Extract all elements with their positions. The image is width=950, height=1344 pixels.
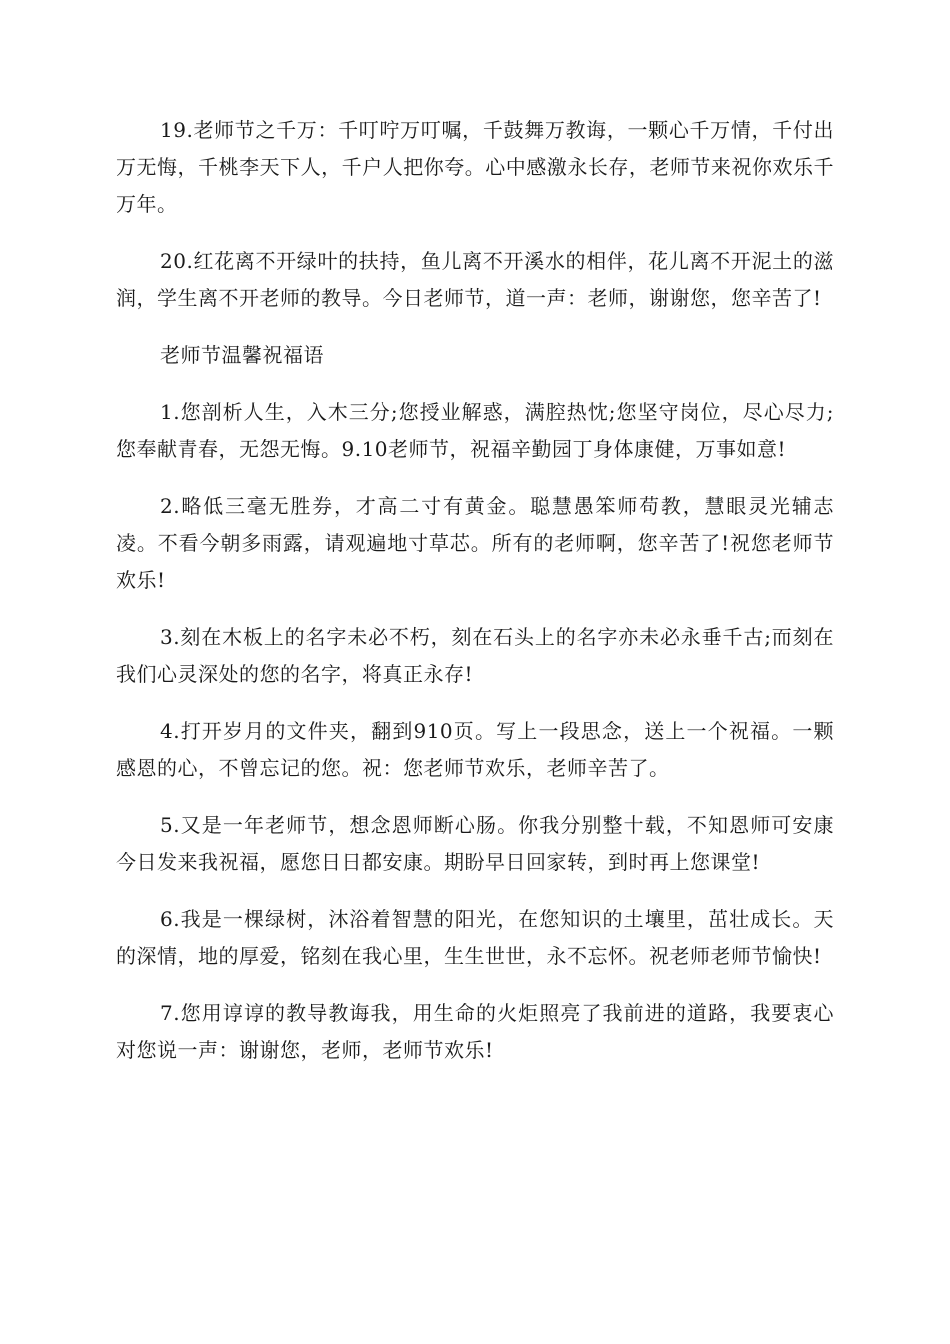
list-item-6: 6.我是一棵绿树，沐浴着智慧的阳光，在您知识的土壤里，茁壮成长。天的深情，地的厚爱，铭刻在我心里，生生世世，永不忘怀。祝老师老师节愉快! (116, 907, 834, 968)
list-item-5: 5.又是一年老师节，想念恩师断心肠。你我分别整十载，不知恩师可安康今日发来我祝福，愿您日日都安康。期盼早日回家转，到时再上您课堂! (116, 813, 834, 874)
list-item-2: 2.略低三毫无胜券，才高二寸有黄金。聪慧愚笨师苟教，慧眼灵光辅志凌。不看今朝多雨露，请观遍地寸草芯。所有的老师啊，您辛苦了!祝您老师节欢乐! (116, 494, 834, 592)
paragraph-19: 19.老师节之千万：千叮咛万叮嘱，千鼓舞万教诲，一颗心千万情，千付出万无悔，千桃李天下人，千户人把你夸。心中感激永长存，老师节来祝你欢乐千万年。 (116, 118, 834, 216)
list-item-3: 3.刻在木板上的名字未必不朽，刻在石头上的名字亦未必永垂千古;而刻在我们心灵深处的您的名字，将真正永存! (116, 625, 834, 686)
list-item-7: 7.您用谆谆的教导教诲我，用生命的火炬照亮了我前进的道路，我要衷心对您说一声：谢谢您，老师，老师节欢乐! (116, 1001, 834, 1062)
list-item-4: 4.打开岁月的文件夹，翻到910页。写上一段思念，送上一个祝福。一颗感恩的心，不曾忘记的您。祝：您老师节欢乐，老师辛苦了。 (116, 719, 834, 780)
document-page (116, 112, 834, 1089)
paragraph-20: 20.红花离不开绿叶的扶持，鱼儿离不开溪水的相伴，花儿离不开泥土的滋润，学生离不开老师的教导。今日老师节，道一声：老师，谢谢您，您辛苦了! (116, 249, 834, 310)
list-item-1: 1.您剖析人生，入木三分;您授业解惑，满腔热忱;您坚守岗位，尽心尽力;您奉献青春，无怨无悔。9.10老师节，祝福辛勤园丁身体康健，万事如意! (116, 400, 834, 461)
section-heading: 老师节温馨祝福语 (160, 343, 324, 367)
